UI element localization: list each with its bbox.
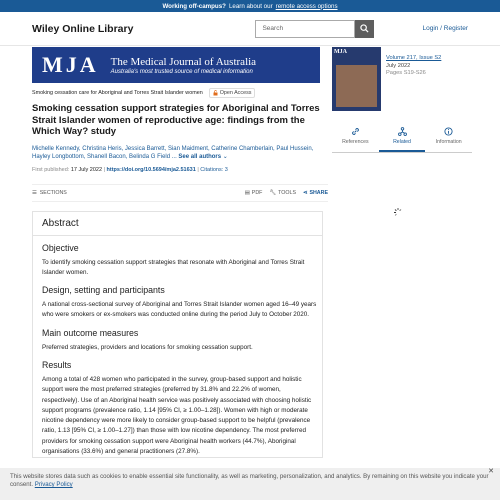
pdf-icon: ▤ — [244, 189, 250, 196]
pdf-button[interactable] — [245, 190, 263, 196]
author-list — [32, 145, 328, 161]
loading-spinner-icon — [393, 207, 403, 217]
wrench-icon: 🔧︎ — [269, 189, 277, 196]
results-text: Among a total of 428 women who participated in the survey, group-based support and holistic support were the most preferred strategies (preferred by 31.8% and 22.2% of women, respectively). Use of an Aboriginal health service was positively associated with choosing holistic support programs (prevalence ratio, 1.14 [95% CI, ≥ 1.00–1.28]). Women with high or moderate nicotine dependency were more likely to consider group-based support to be helpful (prevalence ratio, 1.13 [95% CI, ≥ 1.00–1.27]) than those with low nicotine dependency. The most preferred providers for smoking cessation support were Aboriginal health workers (44.7%), Aboriginal organisations (33.6%) and general practitioners (27.8%). — [42, 375, 312, 456]
sidebar-tabs — [332, 127, 472, 153]
tools-label: TOOLS — [278, 189, 296, 196]
outcome-heading: Main outcome measures — [42, 327, 139, 338]
article-main — [32, 47, 328, 458]
article-toolbar — [32, 184, 328, 202]
category-row — [32, 88, 328, 98]
info-icon — [444, 127, 453, 136]
unlock-icon — [213, 90, 218, 96]
pdf-label: PDF — [251, 189, 263, 196]
cookie-text: This website stores data such as cookies to enable essential site functionality, as well as marketing, personalization, and analytics. By remaining on this website you indicate your consent. — [10, 473, 489, 488]
remote-access-bold: Working off-campus? — [162, 2, 226, 10]
search-bar — [255, 20, 374, 38]
open-access-label: Open Access — [219, 90, 252, 96]
cover-image — [336, 65, 377, 107]
article-category: Smoking cessation care for Aboriginal and Torres Strait Islander women — [32, 90, 203, 96]
link-icon — [351, 127, 360, 136]
remote-access-text: Learn about our — [228, 2, 273, 10]
cover-abbr: MJA — [334, 49, 347, 55]
objective-heading: Objective — [42, 242, 79, 253]
search-icon — [360, 24, 369, 33]
login-register-link[interactable]: Login / Register — [422, 25, 468, 32]
results-heading: Results — [42, 359, 72, 370]
journal-banner-text — [111, 56, 256, 75]
design-text: A national cross-sectional survey of Aboriginal and Torres Strait Islander women aged 16–49 years who were smokers or ex-smokers was conducted online during the period July to October 2020. — [42, 301, 317, 319]
issue-date: July 2022 — [386, 62, 411, 69]
issue-info — [386, 55, 441, 78]
sections-button[interactable] — [32, 190, 67, 196]
volume-link[interactable]: Volume 217, Issue S2 — [386, 55, 442, 61]
cookie-banner — [0, 468, 500, 500]
publication-info: First published: 17 July 2022 | https://doi.org/10.5694/mja2.51631 | Citations: 3 — [32, 166, 228, 173]
journal-title: The Medical Journal of Australia — [110, 55, 257, 68]
abstract-heading: Abstract — [33, 212, 322, 236]
tools-button[interactable] — [269, 190, 296, 196]
tab-information-label: Information — [435, 139, 462, 145]
article-title: Smoking cessation support strategies for Aboriginal and Torres Strait Islander women of reproductive age: findings from the Which Way? study — [32, 103, 320, 137]
tab-related[interactable] — [379, 127, 426, 152]
tab-information[interactable] — [425, 127, 472, 152]
journal-banner[interactable] — [32, 47, 320, 83]
citations-link[interactable]: Citations: 3 — [200, 166, 228, 173]
issue-pages: Pages S19-S26 — [386, 70, 426, 76]
menu-icon: ☰ — [32, 189, 37, 196]
close-icon[interactable]: ✕ — [488, 468, 494, 475]
authors-text[interactable]: Michelle Kennedy, Christina Heris, Jessica Barrett, Sian Maidment, Catherine Chamberlain, Paul Hussein, Hayley Longbottom, Shanell Bacon, Belinda G Field ... — [32, 145, 314, 160]
search-button[interactable] — [355, 20, 374, 38]
site-header — [0, 12, 500, 46]
doi-link[interactable]: https://doi.org/10.5694/mja2.51631 — [106, 166, 196, 173]
tab-references-label: References — [342, 139, 369, 145]
chevron-down-icon: ⌄ — [222, 153, 228, 160]
see-all-authors-link[interactable]: See all authors ⌄ — [178, 153, 228, 160]
privacy-policy-link[interactable]: Privacy Policy — [34, 481, 73, 488]
remote-access-link[interactable]: remote access options — [275, 2, 338, 10]
tab-references[interactable] — [332, 127, 379, 152]
outcome-text: Preferred strategies, providers and locations for smoking cessation support. — [42, 343, 253, 351]
journal-tagline: Australia's most trusted source of medical information — [110, 68, 253, 75]
remote-access-bar — [0, 0, 500, 12]
journal-cover[interactable] — [332, 47, 381, 111]
share-label: SHARE — [309, 189, 328, 196]
design-heading: Design, setting and participants — [42, 285, 165, 296]
objective-text: To identify smoking cessation support strategies that resonate with Aboriginal and Torres Strait Islander women. — [42, 258, 305, 276]
sections-label: SECTIONS — [39, 189, 67, 196]
open-access-badge — [209, 88, 256, 98]
network-icon — [398, 127, 407, 136]
journal-abbr: MJA — [42, 52, 99, 77]
share-icon: ⋖ — [303, 189, 308, 196]
search-input[interactable]: Search — [255, 20, 355, 38]
abstract-section — [32, 211, 323, 459]
published-date: 17 July 2022 — [70, 166, 103, 173]
published-label: First published: — [32, 166, 70, 173]
site-logo[interactable]: Wiley Online Library — [32, 22, 134, 35]
tab-related-label: Related — [393, 139, 411, 145]
share-button[interactable] — [303, 190, 328, 196]
